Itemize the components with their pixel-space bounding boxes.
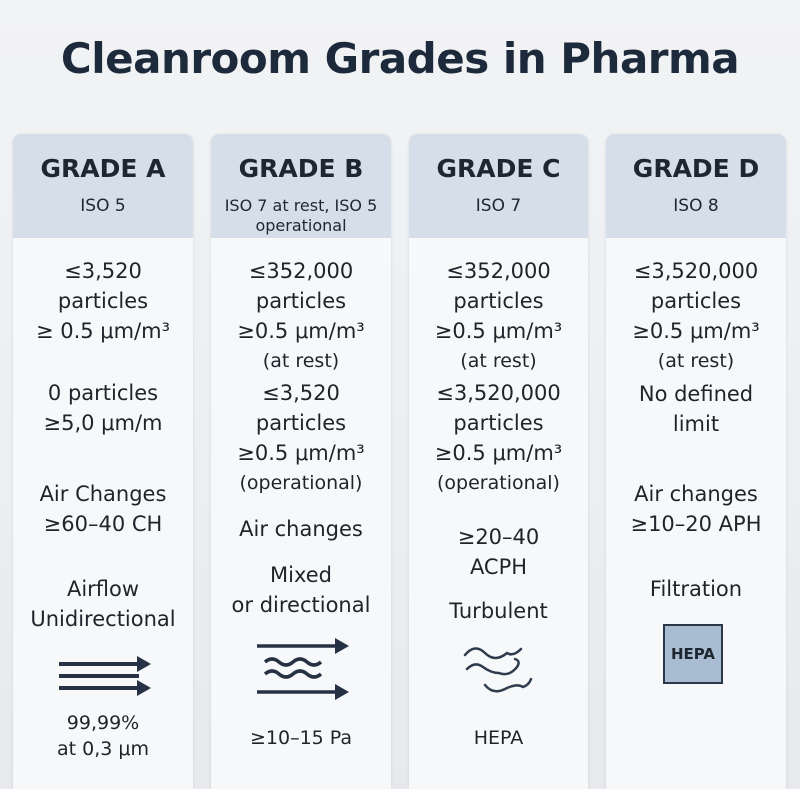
grade-d-limit: No defined limit	[638, 382, 754, 436]
grade-b-air-changes: Air changes	[239, 517, 363, 541]
grade-a-airflow: Airflow Unidirectional	[30, 577, 176, 631]
grade-b-airflow: Mixed or directional	[231, 563, 371, 617]
grade-a-name: GRADE A	[40, 154, 166, 183]
grade-a-card	[13, 134, 193, 789]
grade-c-card	[409, 134, 588, 789]
grade-c-airflow: Turbulent	[449, 599, 548, 623]
grade-c-particles-op: ≤3,520,000 particles ≥0.5 μm/m³	[434, 381, 563, 465]
mixed-flow-icon	[253, 634, 353, 708]
grade-b-particles-rest: ≤352,000 particles ≥0.5 μm/m³	[237, 259, 365, 343]
grade-c-name: GRADE C	[436, 154, 561, 183]
grade-c-rest-label: (at rest)	[460, 350, 537, 372]
grade-a-footer: 99,99% at 0,3 μm	[57, 712, 149, 760]
parallel-arrows-icon	[57, 654, 153, 698]
grade-b-particles-op: ≤3,520 particles ≥0.5 μm/m³	[237, 381, 365, 465]
grade-b-rest-label: (at rest)	[262, 350, 340, 372]
grade-b-footer: ≥10–15 Pa	[249, 727, 353, 749]
grade-a-particles-5: 0 particles ≥5,0 μm/m	[43, 381, 163, 435]
grade-c-iso: ISO 7	[475, 196, 522, 216]
grade-d-particles-rest: ≤3,520,000 particles ≥0.5 μm/m³	[632, 259, 760, 343]
grade-d-name: GRADE D	[632, 154, 760, 183]
grade-c-particles-rest: ≤352,000 particles ≥0.5 μm/m³	[434, 259, 563, 343]
grade-b-op-label: (operational)	[239, 472, 363, 494]
grade-a-header	[13, 134, 193, 238]
grade-a-particles-05: ≤3,520 particles ≥ 0.5 μm/m³	[35, 259, 171, 343]
hepa-filter-icon: HEPA	[663, 624, 723, 684]
grade-d-card	[606, 134, 786, 789]
grade-d-header	[606, 134, 786, 238]
grade-b-name: GRADE B	[238, 154, 364, 183]
grade-c-header	[409, 134, 588, 238]
grade-a-iso: ISO 5	[80, 196, 126, 216]
grade-d-air-changes: Air changes ≥10–20 APH	[630, 482, 762, 536]
grade-c-air-changes: ≥20–40 ACPH	[457, 525, 540, 579]
page-title: Cleanroom Grades in Pharma	[60, 34, 740, 83]
grade-c-op-label: (operational)	[437, 472, 560, 494]
turbulent-swirl-icon	[461, 639, 539, 699]
grade-d-iso: ISO 8	[673, 196, 719, 216]
grade-b-card	[211, 134, 391, 789]
grade-c-footer: HEPA	[473, 727, 524, 749]
grade-d-rest-label: (at rest)	[657, 350, 735, 372]
grade-d-filtration: Filtration	[649, 577, 743, 601]
grade-b-iso: ISO 7 at rest, ISO 5 operational	[224, 196, 378, 235]
grade-a-air-changes: Air Changes ≥60–40 CH	[39, 482, 167, 536]
